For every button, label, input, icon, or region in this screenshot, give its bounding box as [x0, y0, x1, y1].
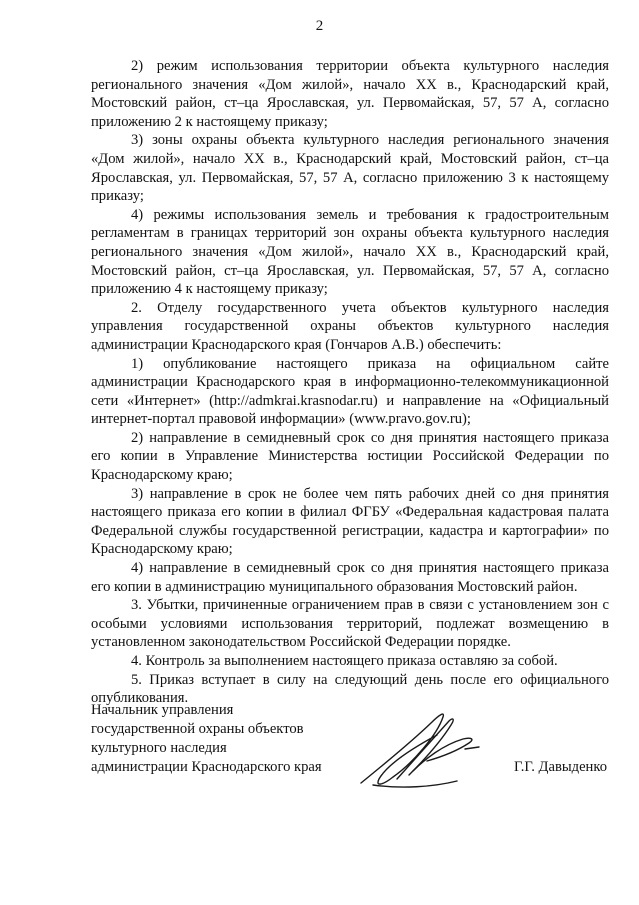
- paragraph-clause-3-damages: 3. Убытки, причиненные ограничением прав в связи с установлением зон с особыми условиями использования территорий, подлежат возмещению в установленном законодательством Российской Федерации порядке.: [91, 597, 609, 651]
- signature-block: [91, 701, 609, 781]
- paragraph-clause-5-entry-into-force: 5. Приказ вступает в силу на следующий день после его официального опубликования.: [91, 671, 609, 707]
- signer-title-line: государственной охраны объектов: [91, 721, 304, 737]
- signer-title-line: культурного наследия: [91, 740, 227, 756]
- signer-title-line: Начальник управления: [91, 702, 234, 718]
- paragraph-clause-2-department-duties: 2. Отделу государственного учета объектов культурного наследия управления государственной охраны объектов культурного наследия администрации Краснодарского края (Гончаров А.В.) обеспечить:: [91, 299, 609, 353]
- page-number: 2: [315, 18, 324, 34]
- paragraph-item-4-land-use-regimes: 4) режимы использования земель и требования к градостроительным регламентам в границах территорий зон охраны объекта культурного наследия регионального значения «Дом жилой», начало XX в., Краснодарский край, Мостовский район, ст–ца Ярославская, ул. Первомайская, 57, 57 А, согласно приложению 4 к настоящему приказу;: [91, 206, 609, 298]
- paragraph-clause-4-control: 4. Контроль за выполнением настоящего приказа оставляю за собой.: [131, 653, 558, 669]
- order-body-text: [91, 57, 609, 708]
- handwritten-signature: [353, 705, 493, 795]
- signer-title-line: администрации Краснодарского края: [91, 759, 322, 775]
- paragraph-subitem-3-cadastral-chamber: 3) направление в срок не более чем пять рабочих дней со дня принятия настоящего приказа его копии в филиал ФГБУ «Федеральная кадастровая палата Федеральной службы государственной регистрации, кадастра и картографии» по Краснодарскому краю;: [91, 485, 609, 558]
- paragraph-item-3-protection-zones: 3) зоны охраны объекта культурного наследия регионального значения «Дом жилой», начало XX в., Краснодарский край, Мостовский район, ст–ца Ярославская, ул. Первомайская, 57, 57 А, согласно приложению 3 к настоящему приказу;: [91, 132, 609, 205]
- paragraph-subitem-1-publication: 1) опубликование настоящего приказа на официальном сайте администрации Краснодарского края в информационно-телекоммуникационной сети «Интернет» (http://admkrai.krasnodar.ru) и направление на «Официальный интернет-портал правовой информации» (www.pravo.gov.ru);: [91, 355, 609, 428]
- paragraph-subitem-4-municipality: 4) направление в семидневный срок со дня принятия настоящего приказа его копии в администрацию муниципального образования Мостовский район.: [91, 560, 609, 595]
- signer-name: Г.Г. Давыденко: [513, 759, 607, 775]
- paragraph-item-2-territory-regime: 2) режим использования территории объекта культурного наследия регионального значения «Дом жилой», начало XX в., Краснодарский край, Мостовский район, ст–ца Ярославская, ул. Первомайская, 57, 57 А, согласно приложению 2 к настоящему приказу;: [91, 58, 609, 130]
- paragraph-subitem-2-justice-ministry: 2) направление в семидневный срок со дня принятия настоящего приказа его копии в Управление Министерства юстиции Российской Федерации по Краснодарскому краю;: [91, 429, 609, 484]
